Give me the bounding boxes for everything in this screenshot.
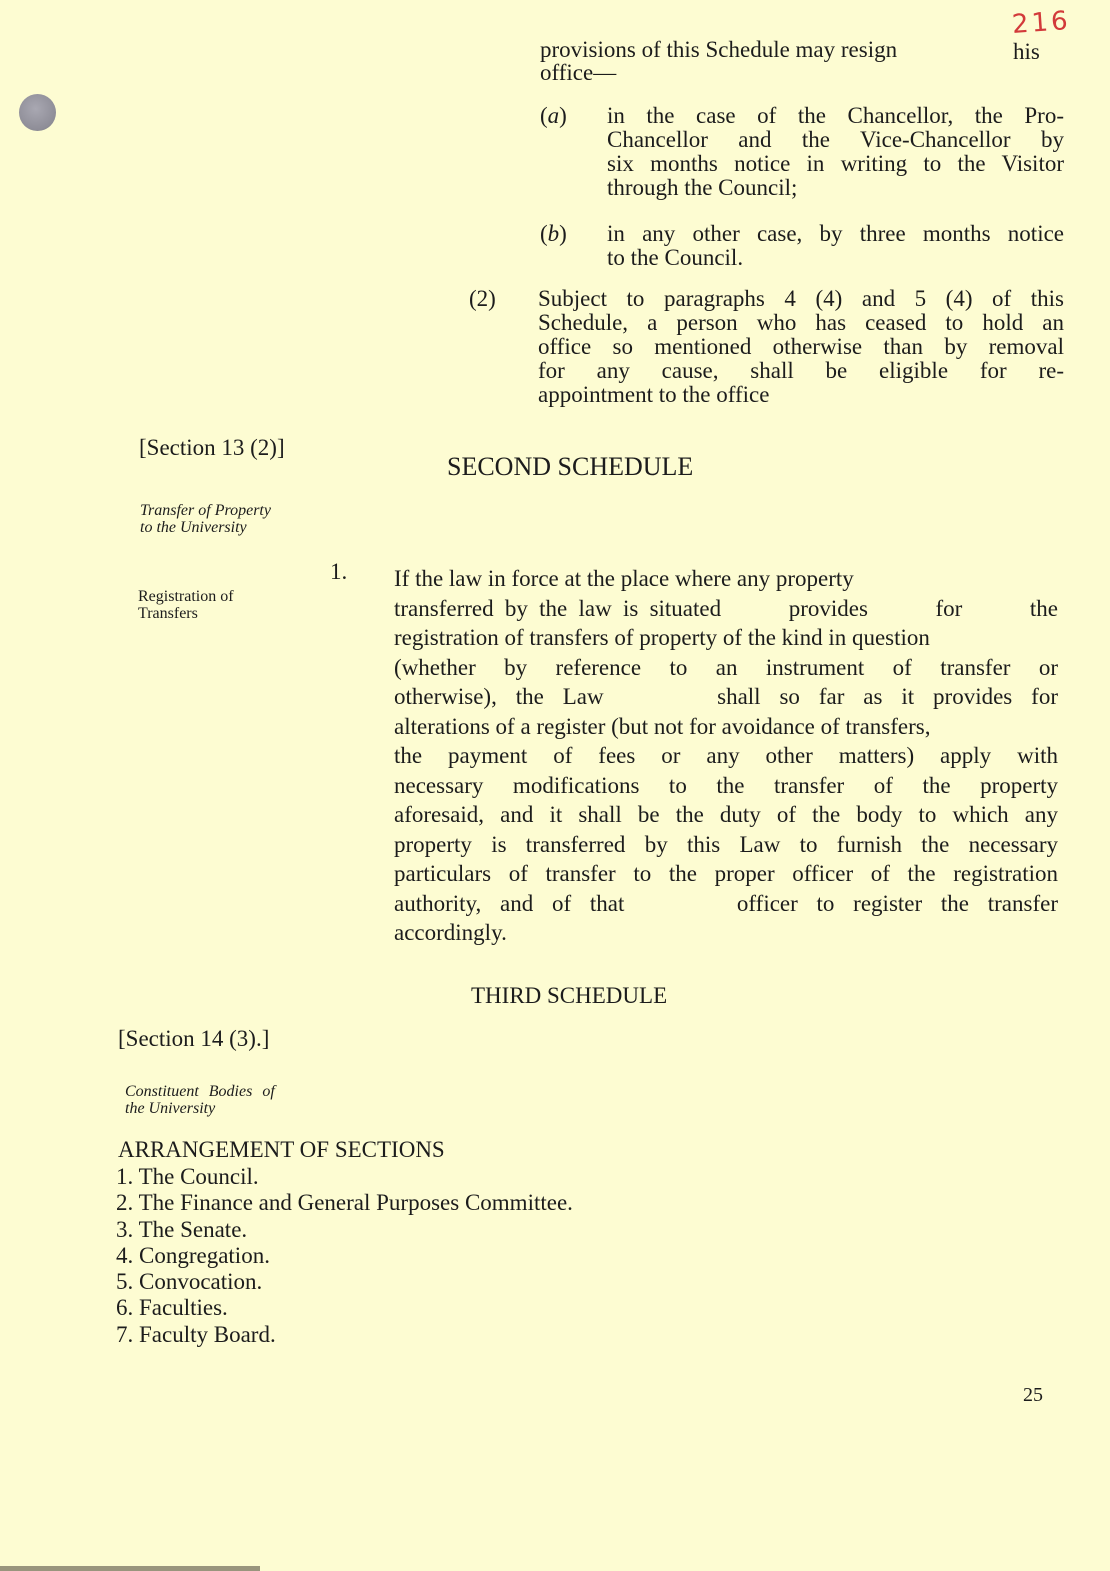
list-item: 5. Convocation. <box>116 1269 263 1295</box>
intro-line-1: provisions of this Schedule may resign <box>540 37 898 62</box>
para-2-text: Subject to paragraphs 4 (4) and 5 (4) of this Schedule, a person who has ceased to hold an office so mentioned otherwise than by removal for any cause, shall be eligible for re- appointment to the office <box>538 286 1064 407</box>
intro-line-his: his <box>1013 39 1040 64</box>
punch-hole <box>19 94 56 131</box>
list-item: 7. Faculty Board. <box>116 1321 276 1347</box>
intro-line-2: office— <box>540 60 617 85</box>
list-item: 4. Congregation. <box>116 1242 270 1268</box>
page-number: 25 <box>1023 1384 1043 1406</box>
item-a-label: (a) <box>540 103 567 128</box>
list-item: 1. The Council. <box>116 1164 259 1189</box>
arrangement-list <box>116 1164 573 1348</box>
handwritten-page-number: 216 <box>1011 5 1072 41</box>
third-schedule-section-ref: [Section 14 (3).] <box>118 1026 270 1051</box>
second-schedule-section-ref: [Section 13 (2)] <box>139 435 285 460</box>
second-schedule-margin-heading: Transfer of Property to the University <box>140 502 271 536</box>
list-item: 2. The Finance and General Purposes Committee. <box>116 1190 573 1216</box>
para-1-label: 1. <box>330 559 348 584</box>
scan-edge <box>0 1566 260 1571</box>
third-schedule-margin-heading: Constituent Bodies of the University <box>125 1083 275 1117</box>
para-2-label: (2) <box>469 286 496 311</box>
arrangement-heading: ARRANGEMENT OF SECTIONS <box>118 1137 445 1162</box>
third-schedule-title: THIRD SCHEDULE <box>471 983 668 1008</box>
list-item: 3. The Senate. <box>116 1216 248 1242</box>
list-item: 6. Faculties. <box>116 1295 228 1321</box>
registration-margin-note: Registration of Transfers <box>138 588 234 622</box>
item-a-text: in the case of the Chancellor, the Pro- Chancellor and the Vice-Chancellor by six months notice in writing to the Visitor through the Council; <box>607 103 1064 200</box>
item-b-text: in any other case, by three months notice to the Council. <box>607 221 1064 270</box>
para-1-text: If the law in force at the place where any property transferred by the law is situated provides for the registration of transfers of property of the kind in question (whether by reference to an instrument of transfer or otherwise), the Law shall so far as it provides for alterations of a register (but not for avoidance of transfers, the payment of fees or any other matters) apply with necessary modifications to the transfer of the property aforesaid, and it shall be the duty of the body to which any property is transferred by this Law to furnish the necessary particulars of transfer to the proper officer of the registration authority, and of that officer to register the transfer accordingly. <box>394 566 1058 945</box>
second-schedule-title: SECOND SCHEDULE <box>447 452 694 481</box>
item-b-label: (b) <box>540 221 567 246</box>
